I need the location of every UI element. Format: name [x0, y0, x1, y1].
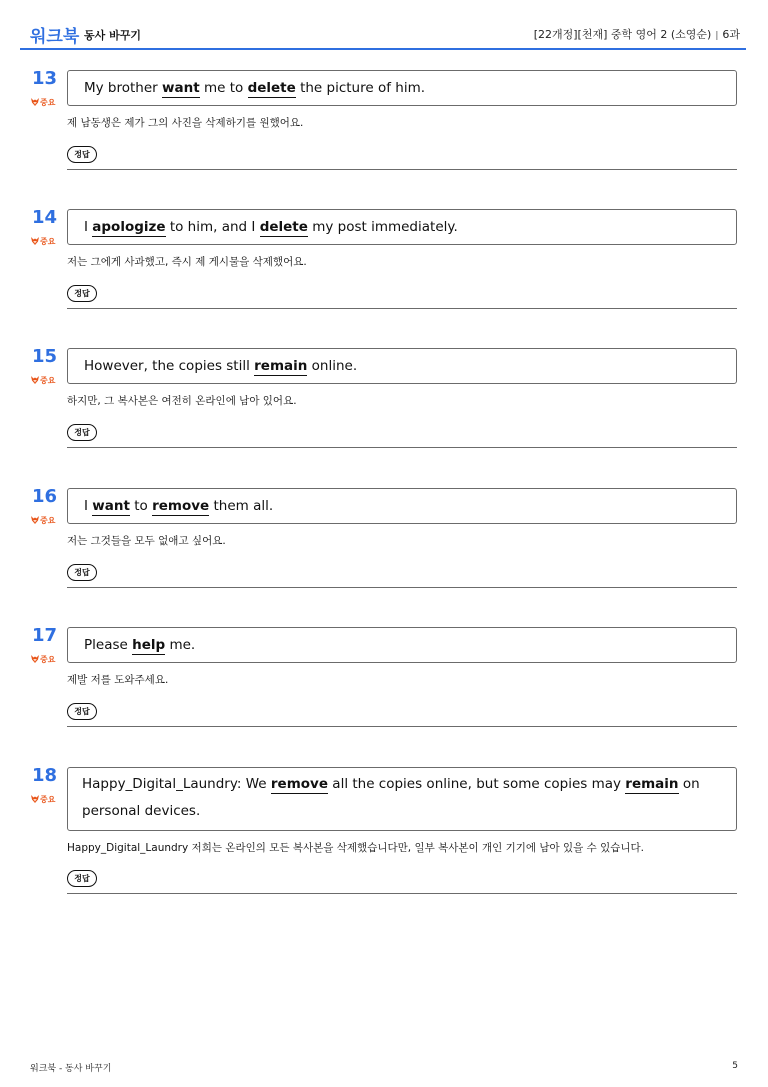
important-label: 중요	[40, 516, 56, 525]
sentence-text: However, the copies still	[84, 358, 255, 374]
important-badge	[30, 654, 55, 665]
answer-button[interactable]: 정답	[67, 870, 97, 887]
sentence-box	[67, 348, 737, 384]
target-verb[interactable]: want	[92, 498, 130, 514]
answer-line	[67, 447, 737, 448]
sentence-text: online.	[307, 358, 358, 374]
sentence-box	[67, 767, 737, 831]
answer-button[interactable]: 정답	[67, 564, 97, 581]
answer-line	[67, 726, 737, 727]
target-verb[interactable]: apologize	[92, 219, 166, 235]
question-number: 18	[32, 765, 58, 786]
section-title: 동사 바꾸기	[84, 29, 141, 42]
important-badge	[30, 794, 55, 805]
lesson-label: 6과	[722, 28, 740, 41]
fox-icon	[30, 794, 40, 804]
important-badge	[30, 236, 55, 247]
target-verb[interactable]: remove	[270, 776, 328, 792]
page-number: 5	[732, 1061, 738, 1071]
fox-icon	[30, 97, 40, 107]
sentence-text: me to	[199, 80, 248, 96]
answer-button[interactable]: 정답	[67, 285, 97, 302]
target-verb[interactable]: help	[132, 637, 166, 653]
important-label: 중요	[40, 98, 56, 107]
sentence-text: on personal devices.	[82, 776, 700, 819]
sentence-text: to him, and I	[165, 219, 260, 235]
korean-translation: 제 남동생은 제가 그의 사진을 삭제하기를 원했어요.	[67, 117, 304, 129]
sentence-box	[67, 209, 737, 245]
sentence-text: my post immediately.	[307, 219, 458, 235]
sentence-text: Please	[84, 637, 133, 653]
important-label: 중요	[40, 655, 56, 664]
important-badge	[30, 97, 55, 108]
target-verb[interactable]: remain	[625, 776, 679, 792]
target-verb[interactable]: remove	[152, 498, 210, 514]
sentence-text: all the copies online, but some copies may	[328, 776, 626, 792]
important-label: 중요	[40, 237, 56, 246]
target-verb[interactable]: want	[162, 80, 200, 96]
sentence-text: I	[84, 498, 93, 514]
fox-icon	[30, 515, 40, 525]
question-number: 13	[32, 68, 58, 89]
fox-icon	[30, 236, 40, 246]
target-verb[interactable]: delete	[259, 219, 308, 235]
korean-translation: 제발 저를 도와주세요.	[67, 674, 169, 686]
korean-translation: Happy_Digital_Laundry 저희는 온라인의 모든 복사본을 삭제했습니다만, 일부 복사본이 개인 기기에 남아 있을 수 있습니다.	[67, 842, 644, 854]
sentence-box	[67, 70, 737, 106]
korean-translation: 저는 그에게 사과했고, 즉시 제 게시물을 삭제했어요.	[67, 256, 307, 268]
fox-icon	[30, 654, 40, 664]
sentence-box	[67, 488, 737, 524]
sentence-text: I	[84, 219, 93, 235]
answer-line	[67, 893, 737, 894]
answer-button[interactable]: 정답	[67, 146, 97, 163]
korean-translation: 하지만, 그 복사본은 여전히 온라인에 남아 있어요.	[67, 395, 297, 407]
sentence-box	[67, 627, 737, 663]
fox-icon	[30, 375, 40, 385]
korean-translation: 저는 그것들을 모두 없애고 싶어요.	[67, 535, 226, 547]
sentence-text: them all.	[209, 498, 274, 514]
header-separator: |	[715, 31, 719, 41]
answer-line	[67, 169, 737, 170]
question-number: 15	[32, 346, 58, 367]
sentence-text: My brother	[84, 80, 163, 96]
important-badge	[30, 515, 55, 526]
target-verb[interactable]: delete	[247, 80, 296, 96]
footer-title: 워크북 - 동사 바꾸기	[30, 1064, 112, 1074]
important-label: 중요	[40, 376, 56, 385]
brand-title: 워크북	[30, 27, 80, 47]
sentence-text: Happy_Digital_Laundry: We	[82, 776, 271, 792]
page-header	[20, 20, 746, 50]
answer-button[interactable]: 정답	[67, 424, 97, 441]
course-info	[534, 26, 740, 42]
sentence-text: me.	[165, 637, 196, 653]
answer-line	[67, 308, 737, 309]
target-verb[interactable]: remain	[254, 358, 308, 374]
question-number: 17	[32, 625, 58, 646]
course-name: [22개정][천재] 중학 영어 2 (소영순)	[533, 28, 712, 41]
question-number: 16	[32, 486, 58, 507]
sentence-text: to	[129, 498, 153, 514]
question-number: 14	[32, 207, 58, 228]
important-label: 중요	[40, 795, 56, 804]
important-badge	[30, 375, 55, 386]
answer-line	[67, 587, 737, 588]
answer-button[interactable]: 정답	[67, 703, 97, 720]
sentence-text: the picture of him.	[295, 80, 426, 96]
